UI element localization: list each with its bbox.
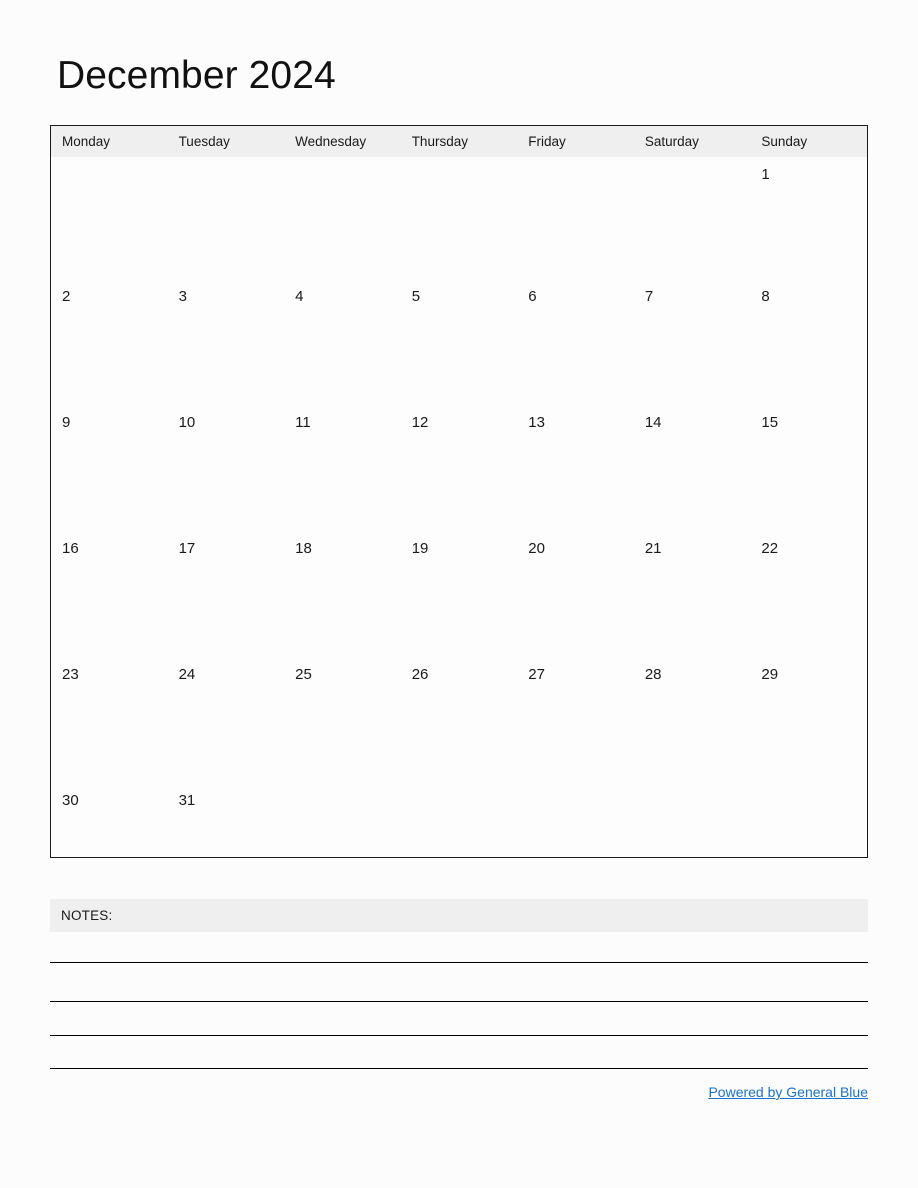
day-number: 19	[411, 540, 429, 557]
day-cell[interactable]	[284, 157, 401, 279]
weekday-header-row	[51, 126, 867, 157]
weekday-header-sunday: Sunday	[750, 126, 867, 157]
day-number: 20	[528, 540, 545, 557]
day-cell[interactable]	[284, 279, 401, 405]
day-number: 26	[411, 666, 429, 683]
day-number: 3	[178, 288, 187, 305]
day-cell[interactable]	[51, 157, 168, 279]
day-number: 16	[62, 540, 79, 557]
day-number: 17	[178, 540, 196, 557]
notes-writing-line[interactable]	[50, 1068, 868, 1069]
calendar-week-row	[51, 531, 867, 657]
day-cell[interactable]	[401, 279, 518, 405]
weekday-header-wednesday: Wednesday	[284, 126, 401, 157]
day-number: 12	[411, 414, 429, 431]
day-cell[interactable]	[284, 783, 401, 909]
notes-writing-line[interactable]	[50, 1035, 868, 1036]
day-cell[interactable]	[634, 279, 751, 405]
day-cell[interactable]	[168, 405, 285, 531]
day-cell[interactable]	[51, 657, 168, 783]
day-number: 10	[178, 414, 196, 431]
day-number: 28	[644, 666, 662, 683]
day-cell[interactable]	[750, 783, 867, 909]
day-cell[interactable]	[634, 783, 751, 909]
day-cell[interactable]	[634, 531, 751, 657]
footer	[50, 1084, 868, 1102]
day-cell[interactable]	[750, 405, 867, 531]
day-number: 5	[411, 288, 421, 305]
weekday-header-thursday: Thursday	[401, 126, 518, 157]
day-cell[interactable]	[168, 157, 285, 279]
day-number: 31	[178, 792, 196, 809]
calendar-table	[51, 126, 867, 909]
powered-by-link[interactable]: Powered by General Blue	[708, 1084, 868, 1100]
day-cell[interactable]	[750, 279, 867, 405]
day-cell[interactable]	[401, 783, 518, 909]
weekday-header-friday: Friday	[517, 126, 634, 157]
day-cell[interactable]	[517, 279, 634, 405]
day-cell[interactable]	[168, 783, 285, 909]
day-cell[interactable]	[401, 531, 518, 657]
day-number: 27	[528, 666, 545, 683]
day-number: 30	[62, 792, 79, 809]
day-number: 8	[761, 288, 770, 305]
calendar-week-row	[51, 657, 867, 783]
day-cell[interactable]	[401, 657, 518, 783]
day-cell[interactable]	[401, 405, 518, 531]
day-number: 4	[295, 288, 304, 305]
day-cell[interactable]	[51, 783, 168, 909]
calendar-week-row	[51, 783, 867, 909]
day-number: 13	[528, 414, 545, 431]
day-cell[interactable]	[750, 157, 867, 279]
day-cell[interactable]	[517, 657, 634, 783]
notes-writing-line[interactable]	[50, 962, 868, 963]
day-number: 18	[295, 540, 312, 557]
weekday-header-saturday: Saturday	[634, 126, 751, 157]
day-cell[interactable]	[284, 657, 401, 783]
weekday-header-monday: Monday	[51, 126, 168, 157]
day-cell[interactable]	[634, 657, 751, 783]
day-cell[interactable]	[517, 783, 634, 909]
day-cell[interactable]	[517, 157, 634, 279]
day-number: 6	[528, 288, 537, 305]
day-number: 2	[62, 288, 71, 305]
day-cell[interactable]	[168, 279, 285, 405]
day-cell[interactable]	[51, 531, 168, 657]
day-number: 1	[761, 166, 770, 183]
calendar-week-row	[51, 279, 867, 405]
notes-header-bar	[50, 899, 868, 932]
day-cell[interactable]	[168, 531, 285, 657]
day-number: 14	[644, 414, 662, 431]
day-number: 9	[62, 414, 71, 431]
day-number: 22	[761, 540, 779, 557]
day-cell[interactable]	[750, 657, 867, 783]
day-cell[interactable]	[168, 657, 285, 783]
day-cell[interactable]	[284, 531, 401, 657]
page-title: December 2024	[57, 54, 336, 97]
day-cell[interactable]	[634, 157, 751, 279]
day-cell[interactable]	[634, 405, 751, 531]
day-number: 25	[295, 666, 312, 683]
day-number: 24	[178, 666, 196, 683]
notes-writing-line[interactable]	[50, 1001, 868, 1002]
day-number: 11	[295, 414, 311, 431]
calendar-week-row	[51, 405, 867, 531]
day-cell[interactable]	[51, 279, 168, 405]
day-number: 21	[644, 540, 662, 557]
notes-label: NOTES:	[61, 908, 113, 923]
day-number: 7	[644, 288, 654, 305]
weekday-header-tuesday: Tuesday	[168, 126, 285, 157]
day-cell[interactable]	[401, 157, 518, 279]
calendar-grid	[50, 125, 868, 858]
day-number: 23	[62, 666, 79, 683]
day-cell[interactable]	[517, 405, 634, 531]
day-number: 15	[761, 414, 779, 431]
day-cell[interactable]	[284, 405, 401, 531]
day-number: 29	[761, 666, 779, 683]
day-cell[interactable]	[51, 405, 168, 531]
day-cell[interactable]	[517, 531, 634, 657]
day-cell[interactable]	[750, 531, 867, 657]
calendar-week-row	[51, 157, 867, 279]
